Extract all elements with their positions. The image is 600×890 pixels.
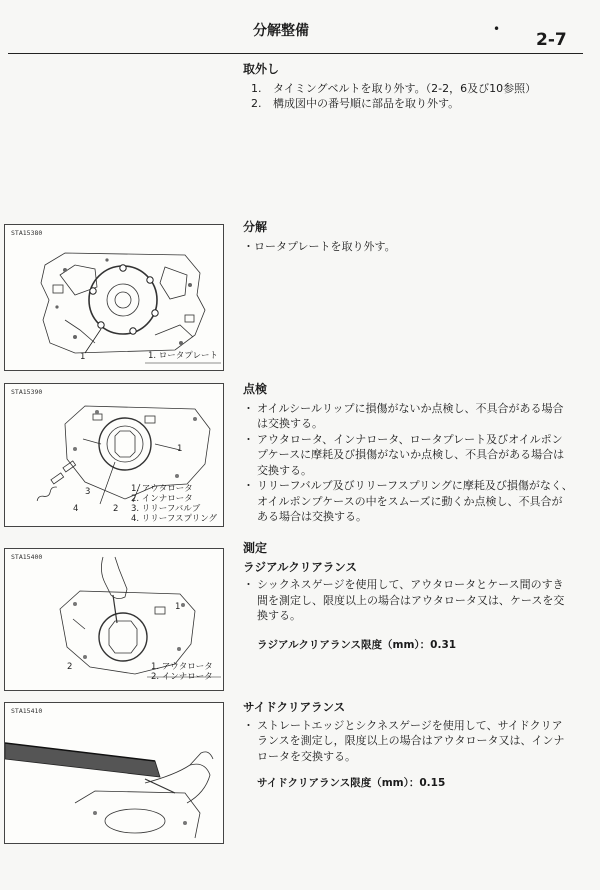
inspection-item — [243, 432, 573, 479]
item-line: プケースに摩耗及び損傷がないか点検し、不具合がある場合は — [257, 448, 565, 461]
step-number: 1. — [251, 81, 262, 95]
item-line: シックネスゲージを使用して、アウタロータとケース間のすき — [257, 578, 564, 591]
inspection-heading: 点検 — [243, 382, 268, 396]
step-text: 構成図中の番号順に部品を取り外す。 — [273, 97, 460, 110]
callout-number: 1 — [177, 444, 183, 454]
disassembly-heading: 分解 — [243, 220, 268, 234]
legend-item: 2. インナロータ — [131, 494, 193, 504]
item-line: リリーフバルブ及びリリーフスプリングに摩耗及び損傷がなく、 — [257, 479, 573, 492]
header-rule — [8, 53, 583, 54]
step-number: 2. — [251, 97, 262, 110]
side-limit: サイドクリアランス限度（mm）：0.15 — [257, 777, 446, 789]
bullet: ・ — [243, 718, 254, 732]
figure-rotor-plate — [4, 224, 224, 371]
item-line: オイルシールリップに損傷がないか点検し、不具合がある場合 — [257, 401, 564, 415]
bullet: ・ — [243, 479, 254, 492]
page-number: 2-7 — [536, 30, 567, 50]
inspection-section — [243, 382, 573, 525]
item-line: ある場合は交換する。 — [257, 510, 367, 523]
item-line: ロータを交換する。 — [257, 749, 356, 763]
side-subheading: サイドクリアランス — [243, 700, 346, 714]
figure-radial-clearance — [4, 548, 224, 691]
inspection-item — [243, 401, 573, 432]
legend-item: 1. アウタロータ — [131, 484, 193, 494]
legend-item: 1. アウタロータ — [151, 662, 213, 672]
bullet: ・ — [243, 432, 254, 446]
callout-number: 3 — [85, 487, 91, 497]
removal-step — [251, 81, 573, 97]
callout-number: 2 — [67, 662, 73, 672]
callout-number: 1 — [175, 602, 181, 612]
callout-number: 2 — [113, 504, 119, 514]
side-clearance-section — [243, 697, 573, 792]
callout-number: 1 — [80, 352, 86, 362]
figure-id: STA15410 — [11, 707, 43, 715]
legend-item: 1. ロータプレート — [148, 351, 218, 361]
section-title: 分解整備 — [253, 23, 309, 39]
figure-id: STA15380 — [11, 229, 43, 237]
item-line: ランスを測定し，限度以上の場合はアウタロータ又は、インナ — [257, 734, 565, 747]
item-line: は交換する。 — [257, 417, 323, 430]
figure-id: STA15400 — [11, 553, 43, 561]
item-line: 交換する。 — [257, 463, 312, 477]
radial-limit: ラジアルクリアランス限度（mm）：0.31 — [257, 638, 457, 651]
measurement-heading: 測定 — [243, 541, 268, 555]
removal-step — [251, 96, 573, 112]
step-text: タイミングベルトを取り外す。（2-2，6及び10参照） — [273, 81, 537, 95]
header-dot: • — [493, 22, 501, 36]
inspection-item — [243, 478, 573, 525]
figure-id: STA15390 — [11, 388, 43, 396]
legend-item: 2. インナロータ — [151, 672, 213, 682]
radial-item — [243, 577, 573, 624]
measurement-section — [243, 541, 573, 653]
item-line: アウタロータ、インナロータ、ロータプレート及びオイルポン — [257, 432, 563, 446]
legend-item: 3. リリーフバルブ — [131, 504, 201, 514]
removal-section — [243, 62, 573, 112]
bullet: ・ — [243, 401, 254, 415]
side-clearance-drawing — [5, 703, 223, 843]
item-line: 間を測定し、限度以上の場合はアウタロータ又は、ケースを交 — [257, 593, 565, 607]
bullet: ・ — [243, 578, 254, 591]
callout-number: 4 — [73, 504, 79, 514]
figure-side-clearance — [4, 702, 224, 844]
figure-rotors-relief — [4, 383, 224, 527]
legend-item: 4. リリーフスプリング — [131, 514, 218, 524]
item-line: ストレートエッジとシクネスゲージを使用して、サイドクリア — [257, 718, 563, 732]
disassembly-section — [243, 220, 573, 254]
side-item — [243, 718, 573, 765]
disassembly-item: ・ロータプレートを取り外す。 — [243, 239, 396, 253]
item-line: オイルポンプケースの中をスムーズに動くか点検し、不具合が — [257, 494, 563, 508]
oil-pump-case-drawing — [5, 225, 223, 370]
item-line: 換する。 — [257, 609, 301, 622]
radial-subheading: ラジアルクリアランス — [243, 559, 357, 574]
removal-heading: 取外し — [243, 62, 280, 76]
